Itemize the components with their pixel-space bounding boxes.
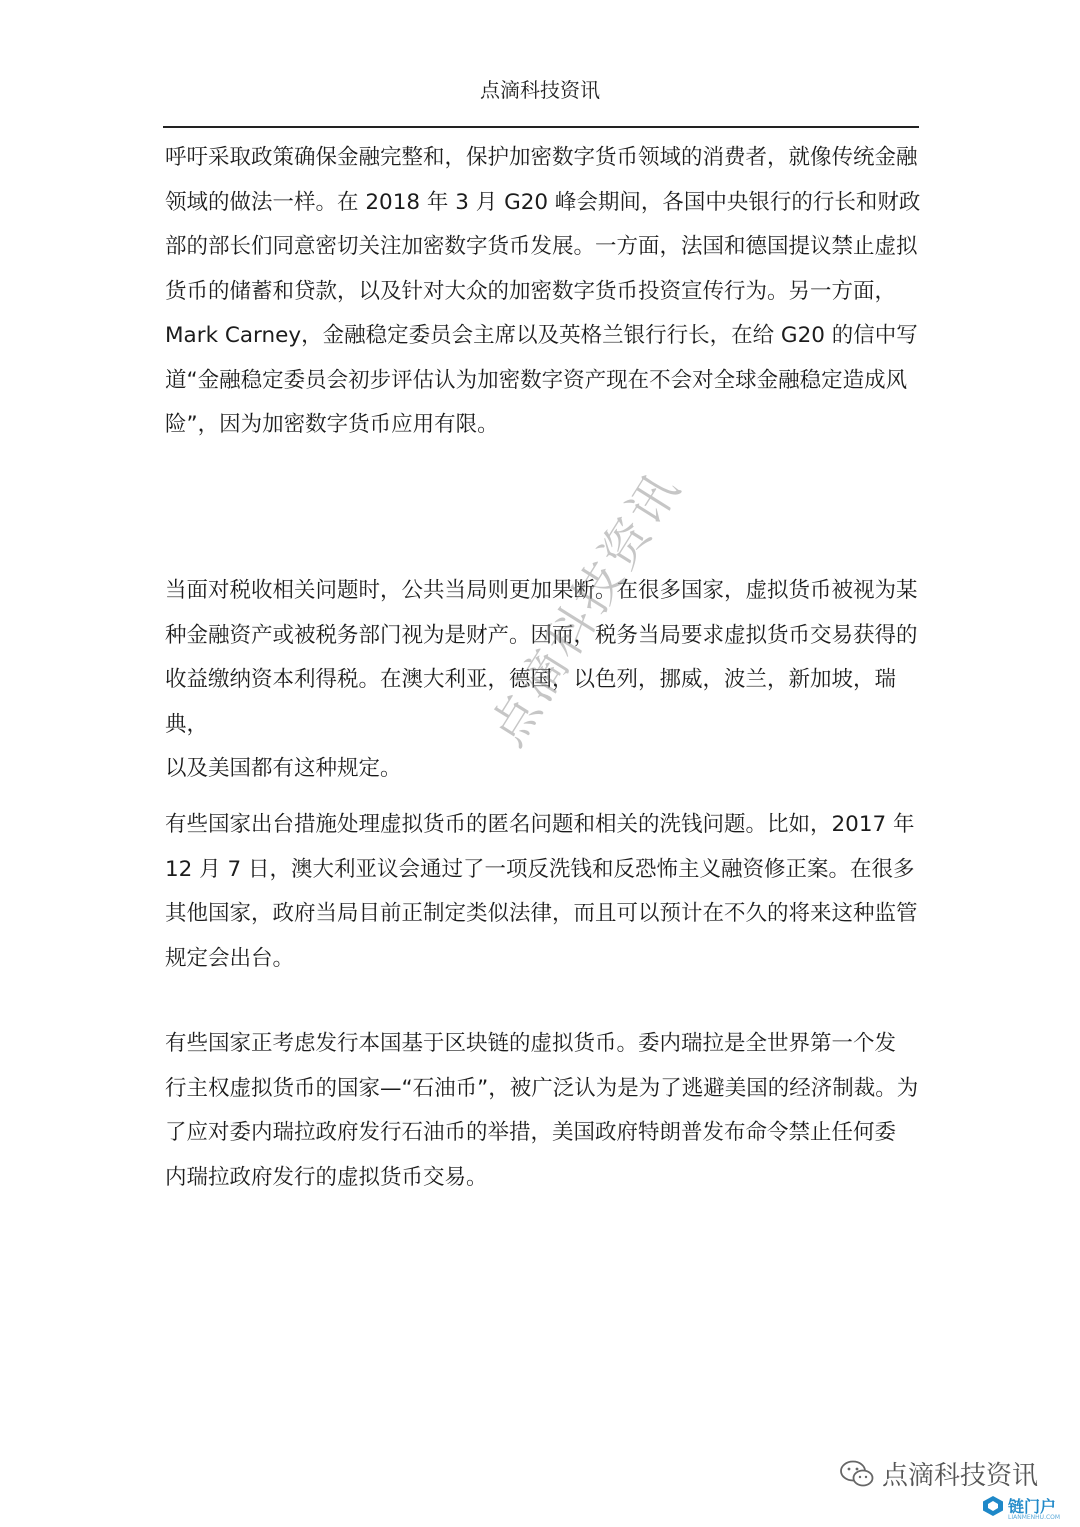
paragraph: 呼吁采取政策确保金融完整和，保护加密数字货币领域的消费者，就像传统金融 领域的做法一样。在 2018 年 3 月 G20 峰会期间，各国中央银行的行长和财政 部的部长们同意密切关注加密数字货币发展。一方面，法国和德国提议禁止虚拟 货币的储蓄和贷款，以及针对大众的加密数字货币投资宣传行为。另一方面， Mark Carney，金融稳定委员会主席以及英格兰银行行长，在给 G20 的信中写 道“金融稳定委员会初步评估认为加密数字资产现在不会对全球金融稳定造成风 险”，因为加密数字货币应用有限。 [165,145,921,437]
paragraph: 当面对税收相关问题时，公共当局则更加果断。在很多国家，虚拟货币被视为某 种金融资产或被税务部门视为是财产。因而，税务当局要求虚拟货币交易获得的 收益缴纳资本利得税。在澳大利亚，德国，以色列，挪威，波兰，新加坡，瑞典， 以及美国都有这种规定。 [165,578,918,781]
site-logo-text: 链门户 [1008,1497,1057,1516]
paragraph: 有些国家正考虑发行本国基于区块链的虚拟货币。委内瑞拉是全世界第一个发 行主权虚拟货币的国家—“石油币”，被广泛认为是为了逃避美国的经济制裁。为 了应对委内瑞拉政府发行石油币的举措，美国政府特朗普发布命令禁止任何委 内瑞拉政府发行的虚拟货币交易。 [165,1031,919,1190]
site-logo-subtext: LIANMENHU.COM [1008,1514,1061,1521]
chain-logo-icon [982,1495,1004,1517]
diagonal-watermark: 点滴科技资讯 [479,461,693,756]
wechat-icon [840,1460,874,1488]
site-logo [982,1494,1061,1521]
footer-brand-text: 点滴科技资讯 [882,1461,1039,1491]
paragraph: 有些国家出台措施处理虚拟货币的匿名问题和相关的洗钱问题。比如，2017 年 12 月 7 日，澳大利亚议会通过了一项反洗钱和反恐怖主义融资修正案。在很多 其他国家，政府当局目前正制定类似法律，而且可以预计在不久的将来这种监管 规定会出台。 [165,812,918,971]
header-title: 点滴科技资讯 [480,78,600,102]
header-divider [163,126,919,128]
footer-brand [840,1455,1038,1492]
